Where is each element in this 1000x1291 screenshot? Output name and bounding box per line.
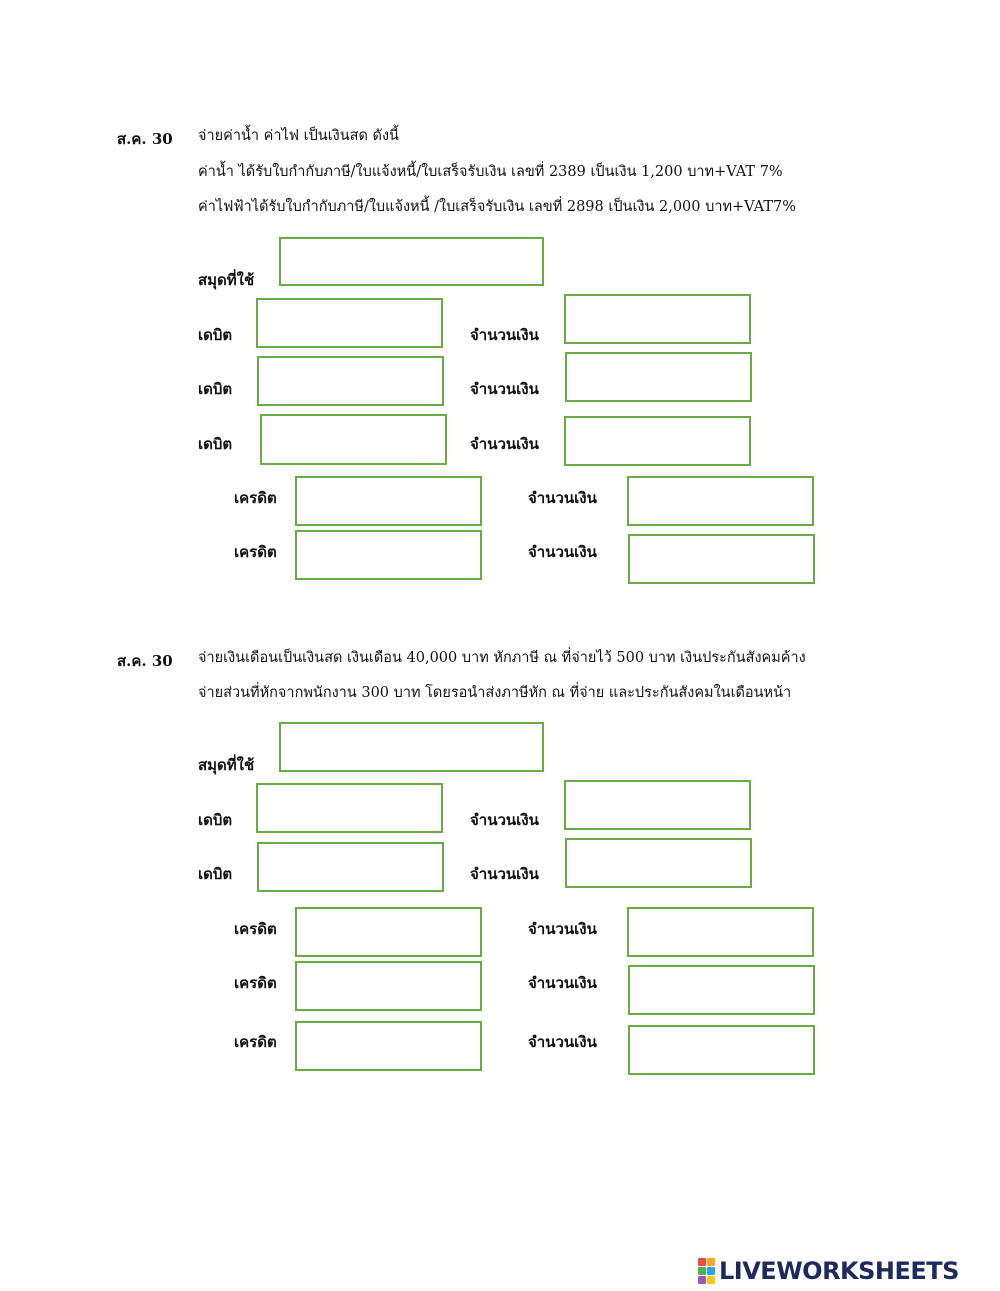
book-input[interactable] bbox=[279, 237, 544, 286]
debit-account-input[interactable] bbox=[256, 783, 443, 833]
debit-label: เดบิต bbox=[198, 435, 233, 453]
amount-label: จำนวนเงิน bbox=[528, 920, 597, 938]
logo-text: LIVEWORKSHEETS bbox=[719, 1257, 959, 1285]
logo-blocks-icon bbox=[698, 1258, 715, 1284]
debit-account-input[interactable] bbox=[257, 356, 444, 406]
credit-label: เครดิต bbox=[234, 1033, 277, 1051]
credit-amount-input[interactable] bbox=[628, 534, 815, 584]
credit-label: เครดิต bbox=[234, 974, 277, 992]
debit-label: เดบิต bbox=[198, 380, 233, 398]
debit-amount-input[interactable] bbox=[565, 838, 752, 888]
credit-label: เครดิต bbox=[234, 920, 277, 938]
liveworksheets-logo bbox=[698, 1258, 959, 1284]
amount-label: จำนวนเงิน bbox=[528, 489, 597, 507]
amount-label: จำนวนเงิน bbox=[470, 380, 539, 398]
credit-account-input[interactable] bbox=[295, 961, 482, 1011]
amount-label: จำนวนเงิน bbox=[528, 974, 597, 992]
entry-date: ส.ค. 30 bbox=[117, 652, 173, 670]
entry-description-line: จ่ายส่วนที่หักจากพนักงาน 300 บาท โดยรอนำส่งภาษีหัก ณ ที่จ่าย และประกันสังคมในเดือนหน้า bbox=[198, 685, 792, 701]
amount-label: จำนวนเงิน bbox=[470, 865, 539, 883]
book-input[interactable] bbox=[279, 722, 544, 772]
credit-amount-input[interactable] bbox=[628, 1025, 815, 1075]
debit-amount-input[interactable] bbox=[564, 294, 751, 344]
credit-label: เครดิต bbox=[234, 489, 277, 507]
credit-amount-input[interactable] bbox=[627, 476, 814, 526]
amount-label: จำนวนเงิน bbox=[470, 435, 539, 453]
credit-account-input[interactable] bbox=[295, 907, 482, 957]
debit-label: เดบิต bbox=[198, 865, 233, 883]
entry-date: ส.ค. 30 bbox=[117, 130, 173, 148]
debit-amount-input[interactable] bbox=[564, 416, 751, 466]
debit-account-input[interactable] bbox=[257, 842, 444, 892]
amount-label: จำนวนเงิน bbox=[470, 326, 539, 344]
book-label: สมุดที่ใช้ bbox=[198, 756, 255, 774]
amount-label: จำนวนเงิน bbox=[528, 1033, 597, 1051]
amount-label: จำนวนเงิน bbox=[528, 543, 597, 561]
amount-label: จำนวนเงิน bbox=[470, 811, 539, 829]
entry-description-line: ค่าน้ำ ได้รับใบกำกับภาษี/ใบแจ้งหนี้/ใบเสร็จรับเงิน เลขที่ 2389 เป็นเงิน 1,200 บาท+VAT 7% bbox=[198, 164, 783, 180]
debit-amount-input[interactable] bbox=[565, 352, 752, 402]
debit-label: เดบิต bbox=[198, 811, 233, 829]
credit-account-input[interactable] bbox=[295, 1021, 482, 1071]
debit-label: เดบิต bbox=[198, 326, 233, 344]
debit-amount-input[interactable] bbox=[564, 780, 751, 830]
debit-account-input[interactable] bbox=[256, 298, 443, 348]
credit-label: เครดิต bbox=[234, 543, 277, 561]
entry-description-line: ค่าไฟฟ้าได้รับใบกำกับภาษี/ใบแจ้งหนี้ /ใบเสร็จรับเงิน เลขที่ 2898 เป็นเงิน 2,000 บาท+VAT7% bbox=[198, 199, 797, 215]
credit-amount-input[interactable] bbox=[627, 907, 814, 957]
entry-description-line: จ่ายเงินเดือนเป็นเงินสด เงินเดือน 40,000 บาท หักภาษี ณ ที่จ่ายไว้ 500 บาท เงินประกันสังคมค้าง bbox=[198, 650, 806, 666]
credit-amount-input[interactable] bbox=[628, 965, 815, 1015]
credit-account-input[interactable] bbox=[295, 530, 482, 580]
debit-account-input[interactable] bbox=[260, 414, 447, 465]
credit-account-input[interactable] bbox=[295, 476, 482, 526]
entry-description-line: จ่ายค่าน้ำ ค่าไฟ เป็นเงินสด ดังนี้ bbox=[198, 128, 399, 144]
book-label: สมุดที่ใช้ bbox=[198, 271, 255, 289]
